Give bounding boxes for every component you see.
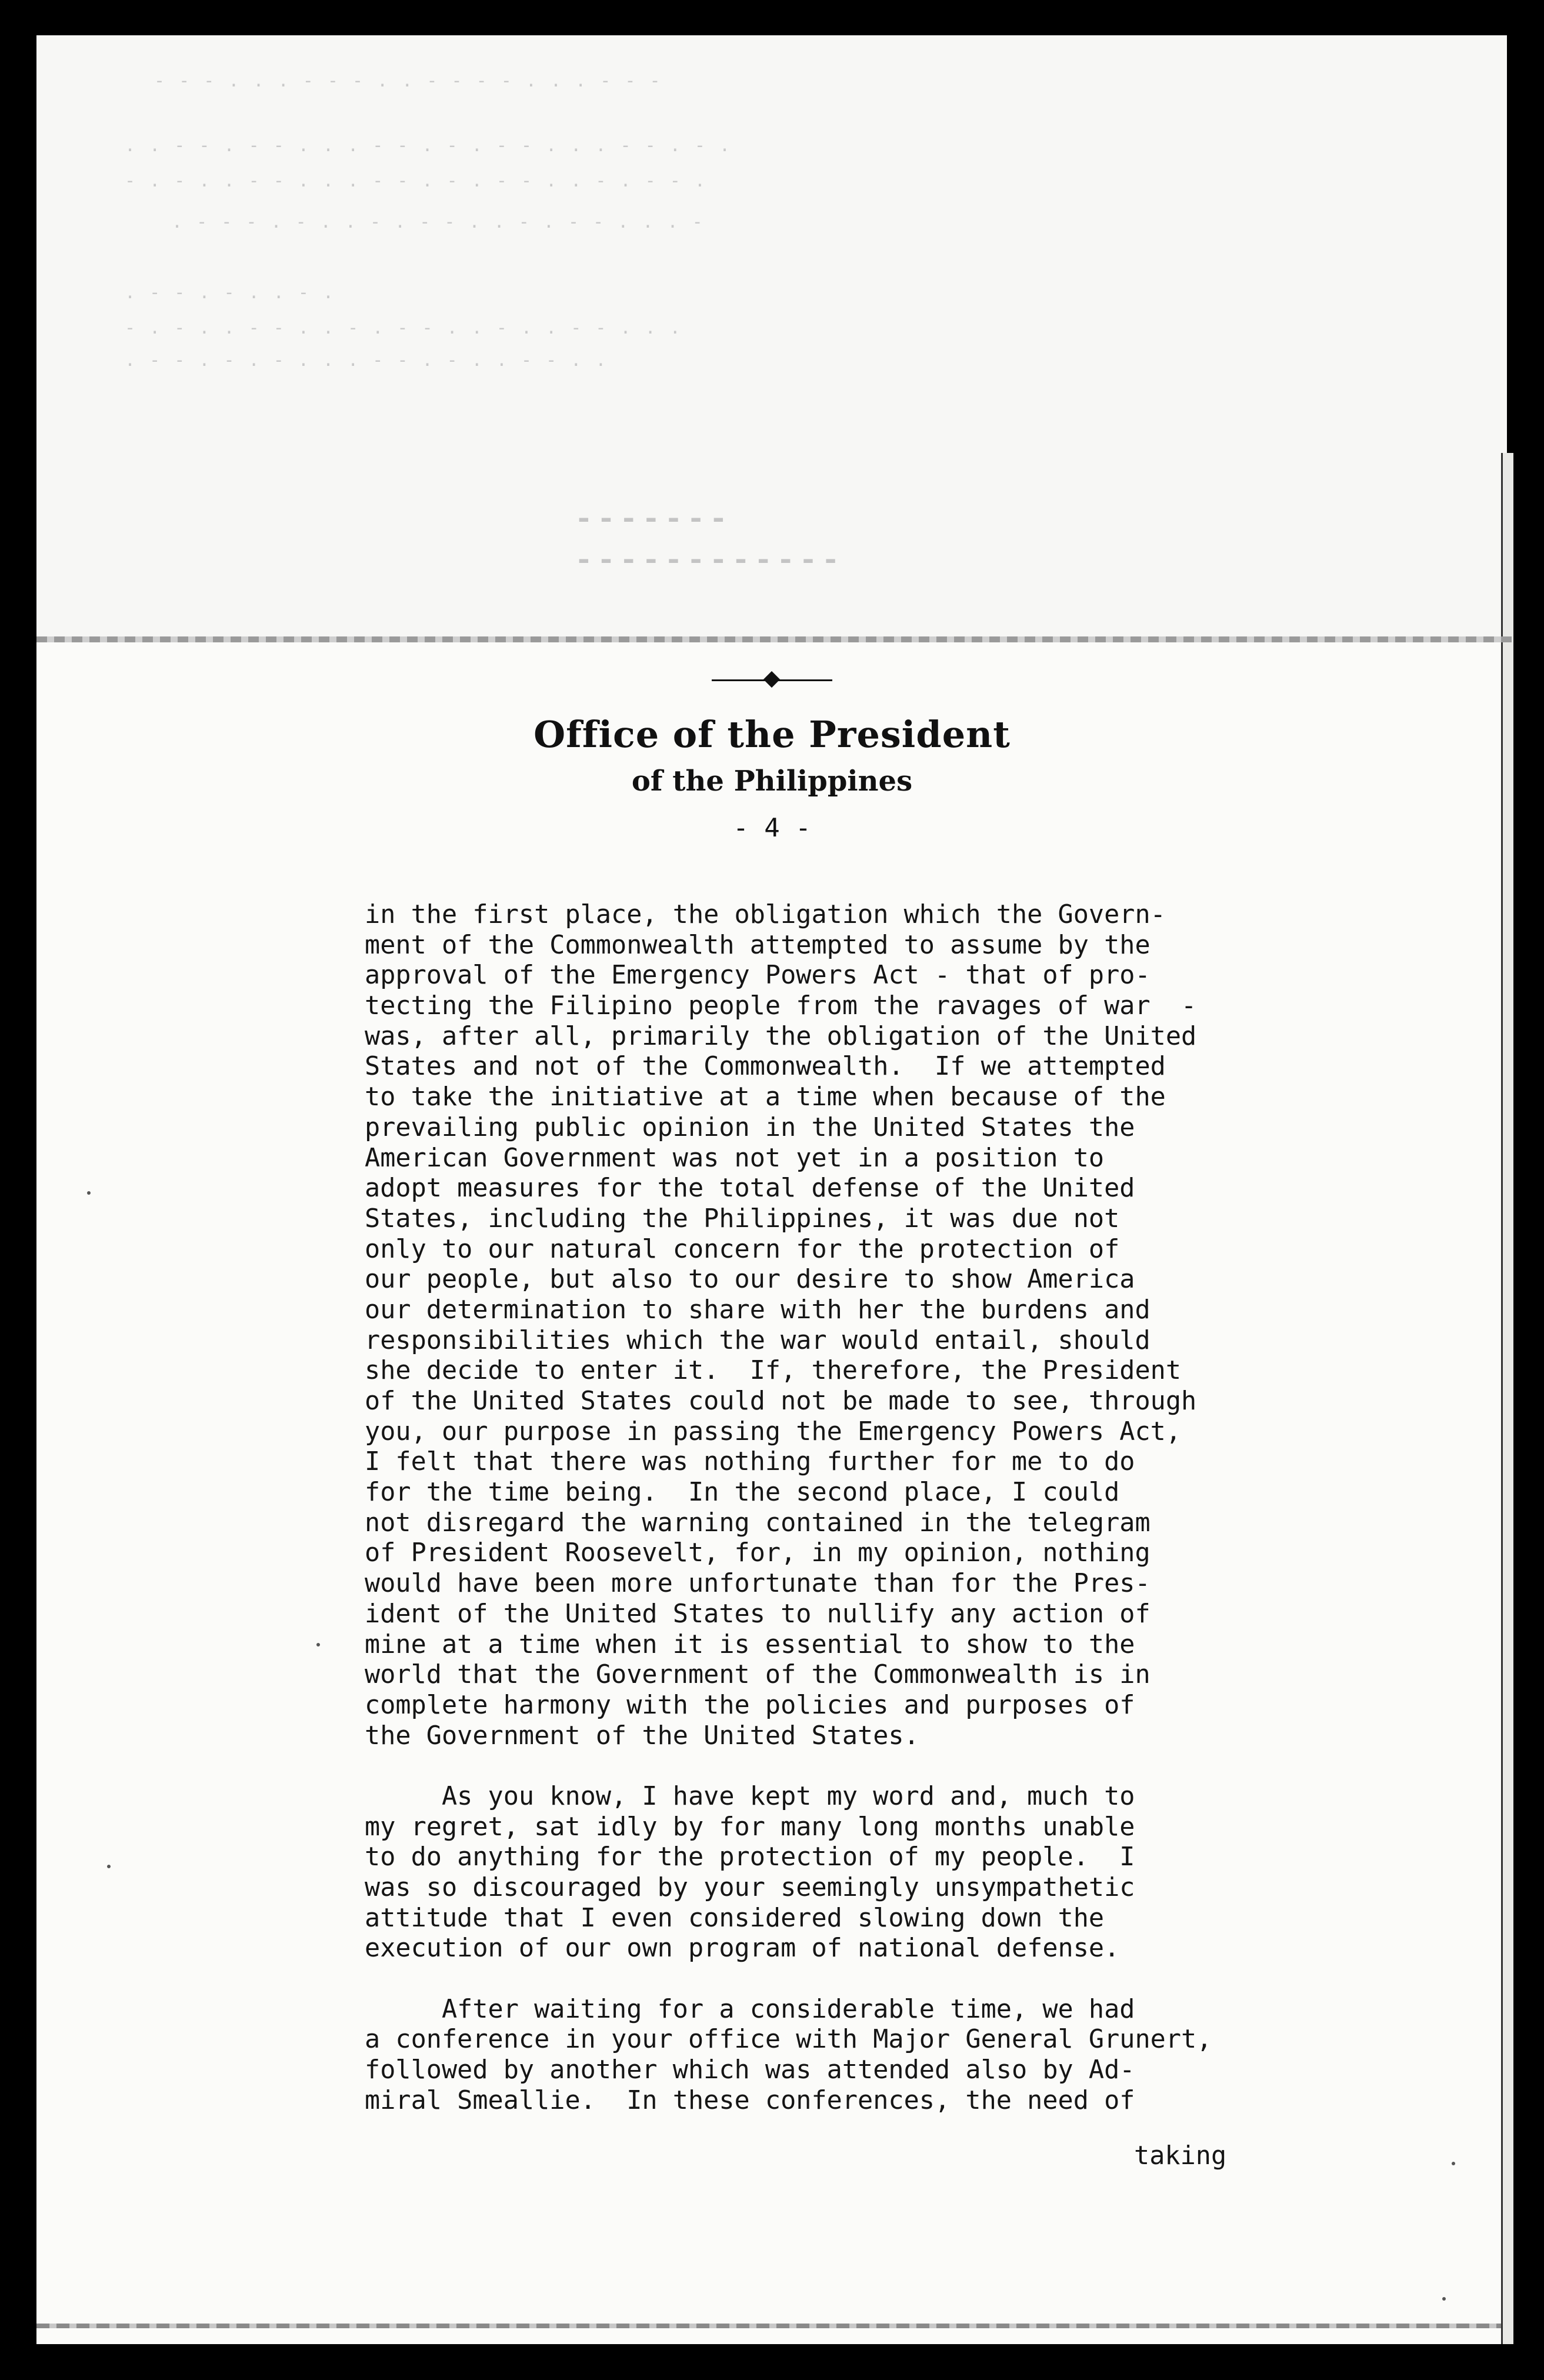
bleed-through-text: . - - . - . . - . (125, 282, 336, 303)
bleed-through-text: . . - - . - - . . . - - . - . - - . . . - - . - . (125, 135, 732, 156)
text-line: not disregard the warning contained in the telegram (365, 1508, 1151, 1538)
scan-speck (1452, 2162, 1455, 2165)
text-line: responsibilities which the war would entail, should (365, 1325, 1151, 1355)
text-line: After waiting for a considerable time, we had (365, 1994, 1135, 2024)
bleed-through-heading: - - - - - - - (578, 500, 725, 535)
text-line: our people, but also to our desire to show America (365, 1265, 1135, 1295)
text-line: our determination to share with her the burdens and (365, 1295, 1151, 1325)
bleed-through-text: . - - - . - . . - . - - . . - . - - . . . - (172, 212, 705, 232)
text-line: mine at a time when it is essential to show to the (365, 1629, 1135, 1659)
letter-body (365, 900, 1212, 2116)
scan-speck (87, 1191, 91, 1195)
text-line: American Government was not yet in a position to (365, 1143, 1105, 1173)
text-line: ment of the Commonwealth attempted to assume by the (365, 930, 1151, 960)
sheet-overlap-edge (36, 636, 1512, 642)
text-line: world that the Government of the Commonwealth is in (365, 1660, 1151, 1690)
text-line: in the first place, the obligation which the Govern- (365, 900, 1166, 929)
text-line: prevailing public opinion in the United States the (365, 1112, 1135, 1142)
text-line: was so discouraged by your seemingly unsympathetic (365, 1873, 1135, 1902)
paragraph-3 (365, 1995, 1212, 2116)
text-line: execution of our own program of national defense. (365, 1934, 1120, 1964)
text-line: only to our natural concern for the protection of (365, 1234, 1120, 1264)
text-line: States, including the Philippines, it was due not (365, 1204, 1120, 1234)
catchword: taking (1134, 2141, 1227, 2171)
paragraph-spacer (365, 1964, 1212, 1995)
text-line: to take the initiative at a time when because of the (365, 1082, 1166, 1112)
text-line: to do anything for the protection of my people. I (365, 1842, 1135, 1872)
letterhead-country: of the Philippines (631, 765, 913, 798)
text-line: the Government of the United States. (365, 1721, 919, 1751)
text-line: was, after all, primarily the obligation of the United (365, 1021, 1197, 1051)
text-line: ident of the United States to nullify any action of (365, 1599, 1151, 1629)
text-line: followed by another which was attended also by Ad- (365, 2055, 1135, 2085)
page-bottom-edge (36, 2324, 1501, 2328)
text-line: a conference in your office with Major General Grunert, (365, 2025, 1212, 2055)
paragraph-2 (365, 1782, 1212, 1964)
bleed-through-text: - . - . . - - . . - . - - . . - . . - - . . . (125, 318, 682, 338)
text-line: States and not of the Commonwealth. If we attempted (365, 1052, 1166, 1082)
text-line: she decide to enter it. If, therefore, the President (365, 1356, 1182, 1386)
text-line: of President Roosevelt, for, in my opinion, nothing (365, 1538, 1151, 1568)
text-line: you, our purpose in passing the Emergency Powers Act, (365, 1416, 1182, 1446)
text-line: miral Smeallie. In these conferences, the need of (365, 2085, 1135, 2115)
bleed-through-heading: - - - - - - - - - - - - (578, 541, 837, 576)
text-line: I felt that there was nothing further for me to do (365, 1447, 1135, 1477)
text-line: complete harmony with the policies and purposes of (365, 1690, 1135, 1720)
text-line: would have been more unfortunate than for the Pres- (365, 1569, 1151, 1599)
bleed-through-text: - . - . . - - . . . - - . - . - - . . - . - - . (125, 171, 707, 191)
paragraph-spacer (365, 1751, 1212, 1782)
text-line: my regret, sat idly by for many long months unable (365, 1812, 1135, 1842)
paragraph-1 (365, 900, 1212, 1751)
text-line: tecting the Filipino people from the ravages of war - (365, 991, 1197, 1021)
text-line: approval of the Emergency Powers Act - that of pro- (365, 961, 1151, 991)
scan-speck (1442, 2297, 1446, 2301)
page-number: - 4 - (733, 813, 811, 843)
underlying-sheet (36, 35, 1507, 641)
bleed-through-text: . - - . - . - . . . - - . - . . - - . . (125, 350, 608, 371)
text-line: attitude that I even considered slowing down the (365, 1903, 1105, 1933)
text-line: for the time being. In the second place, I could (365, 1478, 1120, 1508)
scan-speck (316, 1643, 320, 1646)
letterhead-office: Office of the President (533, 713, 1011, 756)
bleed-through-text: - - - . . . - - - . . - - - - . . . - - - (154, 71, 662, 91)
text-line: of the United States could not be made to see, through (365, 1386, 1197, 1416)
text-line: As you know, I have kept my word and, much to (365, 1781, 1135, 1811)
text-line: adopt measures for the total defense of the United (365, 1174, 1135, 1204)
scan-speck (107, 1865, 111, 1868)
